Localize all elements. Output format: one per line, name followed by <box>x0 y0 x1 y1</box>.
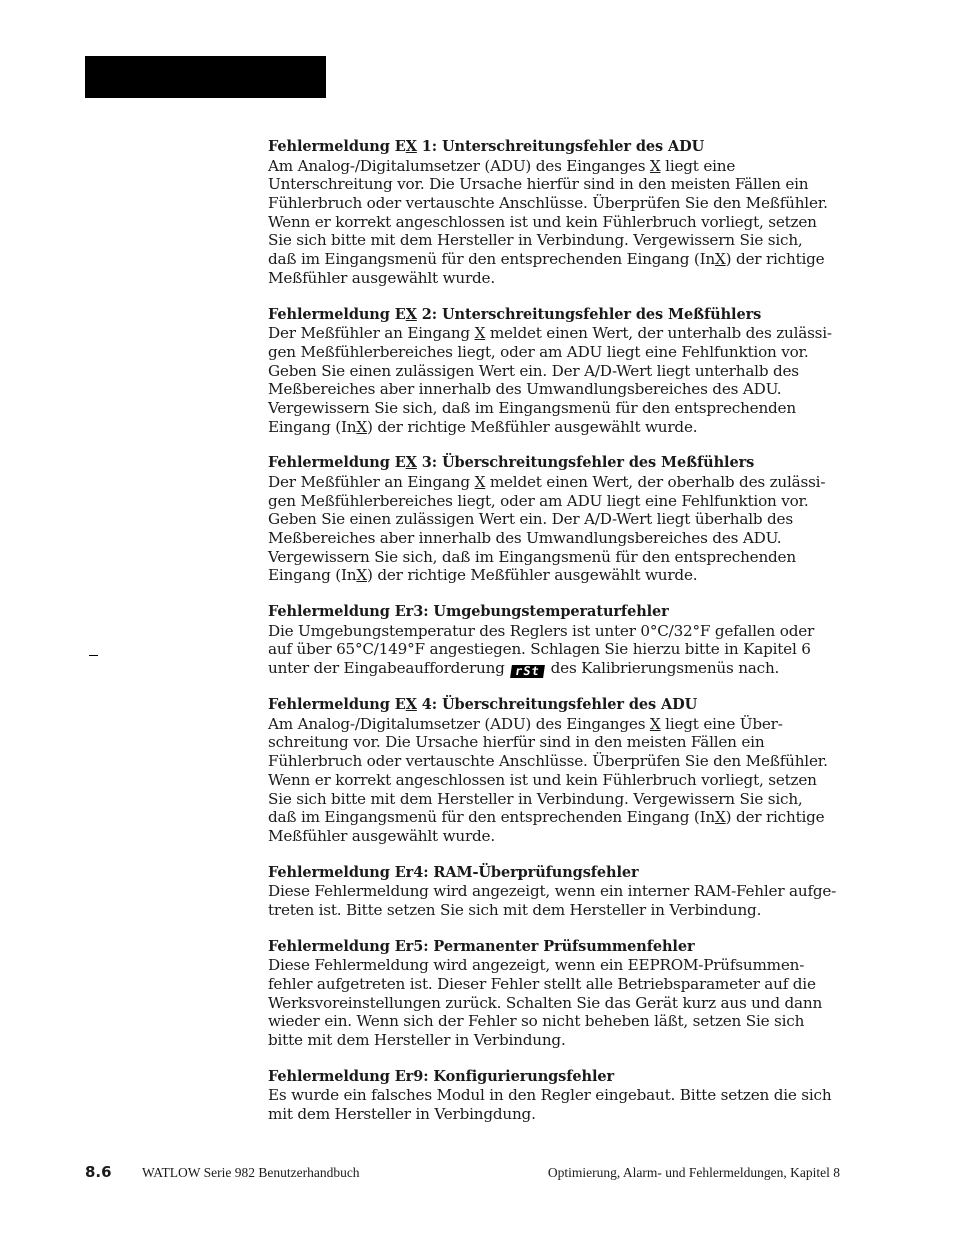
text-segment: Der Meßfühler an Eingang <box>268 472 475 491</box>
text-line <box>268 659 848 678</box>
text-line <box>268 882 848 901</box>
text-segment: auf über 65°C/149°F angestiegen. Schlagen Sie hierzu bitte in Kapitel 6 <box>268 640 811 659</box>
error-section <box>268 603 848 678</box>
text-segment: Fühlerbruch oder vertauschte Anschlüsse. Überprüfen Sie den Meßfühler. <box>268 194 828 212</box>
input-variable: X <box>649 714 661 733</box>
text-line <box>268 566 848 585</box>
text-segment: Fehlermeldung Er4: RAM-Überprüfungsfehler <box>268 863 639 881</box>
text-segment: Geben Sie einen zulässigen Wert ein. Der A/D-Wert liegt unterhalb des <box>268 361 799 380</box>
text-line <box>268 492 848 511</box>
input-variable: X <box>356 417 367 436</box>
text-line <box>268 827 848 846</box>
text-segment: ) der richtige <box>725 250 825 269</box>
text-line <box>268 975 848 994</box>
text-segment: Meßfühler ausgewählt wurde. <box>268 826 495 845</box>
input-variable: X <box>405 138 417 155</box>
text-line <box>268 1012 848 1031</box>
text-line <box>268 213 848 232</box>
chapter-title: Optimierung, Alarm- und Fehlermeldungen, Kapitel 8 <box>547 1165 840 1180</box>
input-variable: X <box>474 324 486 343</box>
error-title <box>268 603 848 622</box>
text-line <box>268 548 848 567</box>
text-line <box>268 194 848 213</box>
error-section <box>268 454 848 585</box>
text-line <box>268 157 848 176</box>
text-segment: Wenn er korrekt angeschlossen ist und kein Fühlerbruch vorliegt, setzen <box>268 212 817 231</box>
text-segment: daß im Eingangsmenü für den entsprechenden Eingang (In <box>268 808 715 827</box>
text-segment: Fehlermeldung E <box>268 138 406 155</box>
text-segment: Fühlerbruch oder vertauschte Anschlüsse. Überprüfen Sie den Meßfühler. <box>268 752 828 771</box>
text-line <box>268 324 848 343</box>
text-segment: Fehlermeldung E <box>268 696 406 714</box>
error-section <box>268 1068 848 1124</box>
text-segment: Unterschreitung vor. Die Ursache hierfür sind in den meisten Fällen ein <box>268 175 809 194</box>
error-description <box>268 324 848 436</box>
page-footer <box>85 1163 840 1183</box>
text-line <box>268 771 848 790</box>
text-segment: Meßbereiches aber innerhalb des Umwandlungsbereiches des ADU. <box>268 380 782 399</box>
text-line <box>268 510 848 529</box>
text-segment: des Kalibrierungsmenüs nach. <box>546 659 780 678</box>
error-description <box>268 157 848 288</box>
text-line <box>268 175 848 194</box>
text-line <box>268 994 848 1013</box>
error-section <box>268 306 848 437</box>
text-line <box>268 529 848 548</box>
text-segment: gen Meßfühlerbereiches liegt, oder am ADU liegt eine Fehlfunktion vor. <box>268 491 809 510</box>
error-description <box>268 715 848 846</box>
text-segment: Meßfühler ausgewählt wurde. <box>268 268 495 287</box>
text-segment: fehler aufgetreten ist. Dieser Fehler stellt alle Betriebsparameter auf die <box>268 974 816 993</box>
text-line <box>268 622 848 641</box>
error-section <box>268 938 848 1050</box>
error-section <box>268 696 848 846</box>
text-segment: Wenn er korrekt angeschlossen ist und kein Fühlerbruch vorliegt, setzen <box>268 770 817 789</box>
text-segment: Am Analog-/Digitalumsetzer (ADU) des Einganges <box>268 156 650 175</box>
text-segment: liegt eine Über- <box>660 714 783 733</box>
input-variable: X <box>474 472 486 491</box>
error-title <box>268 138 848 157</box>
text-segment: ) der richtige <box>725 808 825 827</box>
input-variable: X <box>714 808 726 827</box>
text-segment: schreitung vor. Die Ursache hierfür sind in den meisten Fällen ein <box>268 733 765 752</box>
error-section <box>268 138 848 288</box>
text-segment: 2: Unterschreitungsfehler des Meßfühlers <box>416 305 762 323</box>
text-segment: Meßbereiches aber innerhalb des Umwandlungsbereiches des ADU. <box>268 529 782 548</box>
text-segment: Die Umgebungstemperatur des Reglers ist unter 0°C/32°F gefallen oder <box>268 621 815 640</box>
text-segment: Vergewissern Sie sich, daß im Eingangsmenü für den entsprechenden <box>268 398 796 417</box>
text-segment: ) der richtige Meßfühler ausgewählt wurde. <box>366 566 698 585</box>
text-segment: Es wurde ein falsches Modul in den Regler eingebaut. Bitte setzen die sich <box>268 1086 832 1105</box>
text-line <box>268 790 848 809</box>
text-line <box>268 362 848 381</box>
error-title <box>268 696 848 715</box>
text-segment: meldet einen Wert, der unterhalb des zulässi- <box>485 324 832 343</box>
text-line <box>268 231 848 250</box>
text-line <box>268 901 848 920</box>
input-variable: X <box>405 454 417 472</box>
text-segment: Der Meßfühler an Eingang <box>268 324 475 343</box>
text-segment: treten ist. Bitte setzen Sie sich mit dem Hersteller in Verbindung. <box>268 900 762 919</box>
input-variable: X <box>649 156 661 175</box>
page-number: 8.6 <box>85 1163 112 1181</box>
text-line <box>268 380 848 399</box>
error-section <box>268 864 848 920</box>
error-title <box>268 938 848 957</box>
text-segment: Sie sich bitte mit dem Hersteller in Verbindung. Vergewissern Sie sich, <box>268 231 803 250</box>
text-segment: Geben Sie einen zulässigen Wert ein. Der A/D-Wert liegt überhalb des <box>268 510 793 529</box>
text-segment: unter der Eingabeaufforderung <box>268 659 510 678</box>
text-segment: Eingang (In <box>268 417 357 436</box>
text-line <box>268 399 848 418</box>
input-variable: X <box>714 250 726 269</box>
text-segment: Diese Fehlermeldung wird angezeigt, wenn ein EEPROM-Prüfsummen- <box>268 956 805 975</box>
text-segment: wieder ein. Wenn sich der Fehler so nicht beheben läßt, setzen Sie sich <box>268 1012 805 1031</box>
text-line <box>268 1031 848 1050</box>
text-segment: Sie sich bitte mit dem Hersteller in Verbindung. Vergewissern Sie sich, <box>268 789 803 808</box>
text-line <box>268 733 848 752</box>
error-title <box>268 306 848 325</box>
text-segment: Fehlermeldung E <box>268 454 406 472</box>
text-segment: ) der richtige Meßfühler ausgewählt wurde. <box>366 417 698 436</box>
text-segment: Diese Fehlermeldung wird angezeigt, wenn ein interner RAM-Fehler aufge- <box>268 882 837 901</box>
error-title <box>268 864 848 883</box>
error-description <box>268 622 848 678</box>
text-line <box>268 956 848 975</box>
error-description <box>268 1086 848 1123</box>
text-segment: gen Meßfühlerbereiches liegt, oder am ADU liegt eine Fehlfunktion vor. <box>268 342 809 361</box>
text-line <box>268 1086 848 1105</box>
margin-change-mark <box>89 655 98 656</box>
text-line <box>268 715 848 734</box>
text-segment: liegt eine <box>660 156 736 175</box>
lcd-prompt-display: rSt <box>510 665 545 678</box>
error-description <box>268 882 848 919</box>
text-segment: Werksvoreinstellungen zurück. Schalten Sie das Gerät kurz aus und dann <box>268 993 823 1012</box>
text-line <box>268 473 848 492</box>
text-segment: mit dem Hersteller in Verbingdung. <box>268 1105 536 1124</box>
text-segment: Vergewissern Sie sich, daß im Eingangsmenü für den entsprechenden <box>268 547 796 566</box>
text-segment: Fehlermeldung E <box>268 305 406 323</box>
error-messages-content <box>268 138 848 1142</box>
text-line <box>268 752 848 771</box>
text-line <box>268 640 848 659</box>
text-line <box>268 343 848 362</box>
text-segment: Fehlermeldung Er9: Konfigurierungsfehler <box>268 1067 615 1085</box>
text-segment: 3: Überschreitungsfehler des Meßfühlers <box>416 454 755 472</box>
text-segment: Fehlermeldung Er5: Permanenter Prüfsummenfehler <box>268 937 695 955</box>
header-bar <box>85 56 326 98</box>
error-title <box>268 1068 848 1087</box>
manual-title: WATLOW Serie 982 Benutzerhandbuch <box>142 1165 360 1180</box>
text-line <box>268 808 848 827</box>
input-variable: X <box>356 566 367 585</box>
text-line <box>268 269 848 288</box>
text-segment: meldet einen Wert, der oberhalb des zulässi- <box>485 472 826 491</box>
error-title <box>268 454 848 473</box>
text-segment: Eingang (In <box>268 566 357 585</box>
input-variable: X <box>405 305 417 323</box>
error-description <box>268 956 848 1050</box>
error-description <box>268 473 848 585</box>
text-segment: Fehlermeldung Er3: Umgebungstemperaturfehler <box>268 603 669 621</box>
text-line <box>268 418 848 437</box>
text-line <box>268 250 848 269</box>
text-line <box>268 1105 848 1124</box>
text-segment: bitte mit dem Hersteller in Verbindung. <box>268 1031 566 1050</box>
text-segment: 4: Überschreitungsfehler des ADU <box>416 696 698 714</box>
text-segment: 1: Unterschreitungsfehler des ADU <box>416 138 705 155</box>
text-segment: Am Analog-/Digitalumsetzer (ADU) des Einganges <box>268 714 650 733</box>
input-variable: X <box>405 696 417 714</box>
text-segment: daß im Eingangsmenü für den entsprechenden Eingang (In <box>268 250 715 269</box>
